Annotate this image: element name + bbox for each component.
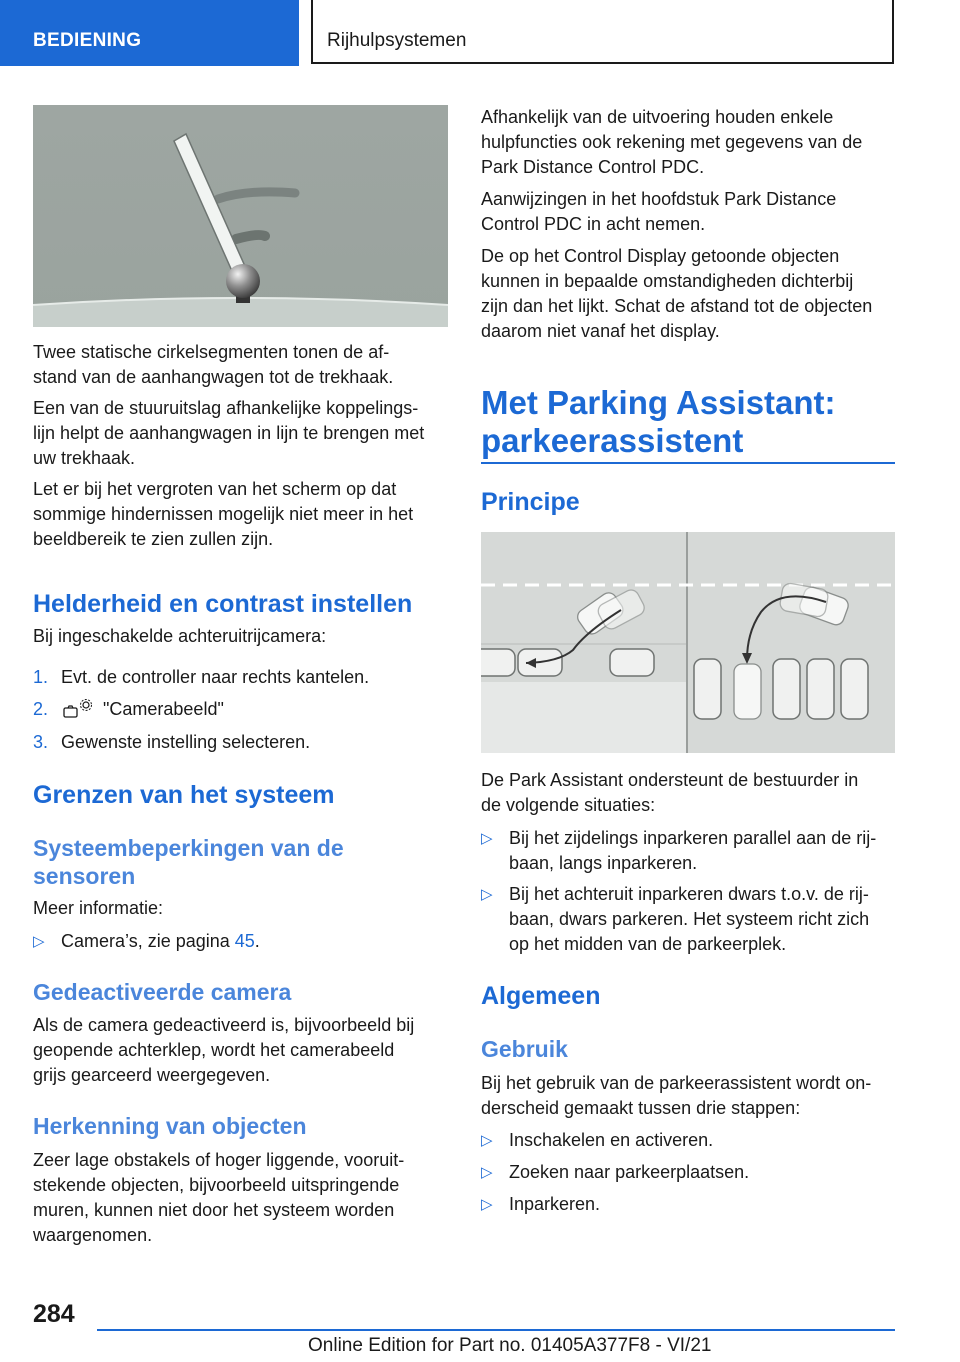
brightness-intro: Bij ingeschakelde achteruitrijcamera: [33, 626, 327, 646]
section-tab [0, 0, 299, 66]
pdc-data-text: Afhankelijk van de uitvoering houden enkele hulpfuncties ook rekening met gegevens van de Park Distance Control PDC. [481, 107, 863, 177]
reference-period: . [254, 931, 260, 951]
bullet-icon: ▷ [481, 1196, 493, 1213]
list-item [33, 929, 448, 954]
trailer-distance-text: Twee statische cirkelsegmenten tonen de af- stand van de aanhangwagen tot de trekhaak. [33, 342, 394, 387]
chapter-tab [311, 0, 894, 64]
list-item [33, 697, 448, 722]
heading-deactivated-camera: Gedeactiveerde camera [33, 979, 292, 1005]
use-intro: Bij het gebruik van de parkeerassistent wordt on- derscheid gemaakt tussen drie stappen: [481, 1073, 872, 1118]
bullet-icon: ▷ [481, 1164, 493, 1181]
object-detection-text: Zeer lage obstakels of hoger liggende, vooruit- stekende objecten, bijvoorbeeld uitspringende muren, kunnen niet door het systeem worden waargenomen. [33, 1150, 405, 1245]
footer-rule [97, 1329, 895, 1331]
heading-object-detection: Herkenning van objecten [33, 1113, 307, 1139]
edition-text: Online Edition for Part no. 01405A377F8 - VI/21 [308, 1335, 712, 1356]
list-item-text: Bij het achteruit inparkeren dwars t.o.v. de rij- baan, dwars parkeren. Het systeem richt zich op het midden van de parkeerplek. [509, 884, 870, 954]
list-item [481, 882, 895, 957]
list-item-text: Bij het zijdelings inparkeren parallel aan de rij- baan, langs inparkeren. [509, 828, 877, 873]
list-item [481, 1160, 895, 1185]
camera-reference [61, 929, 260, 954]
principle-intro: De Park Assistant ondersteunt de bestuurder in de volgende situaties: [481, 770, 859, 815]
list-item [481, 826, 895, 876]
list-item-text: Inschakelen en activeren. [509, 1130, 714, 1150]
heading-general: Algemeen [481, 982, 601, 1010]
heading-sensor-limits: Systeembeperkingen van de sensoren [33, 835, 344, 889]
bullet-icon: ▷ [481, 886, 493, 903]
trailer-coupling-illustration [33, 105, 448, 327]
page-number: 284 [33, 1300, 75, 1328]
list-item [481, 1192, 895, 1217]
step-number: 2. [33, 699, 49, 719]
step-number: 1. [33, 667, 49, 687]
step-text: Evt. de controller naar rechts kantelen. [61, 667, 370, 687]
heading-brightness: Helderheid en contrast instellen [33, 590, 413, 618]
zoom-note-text: Let er bij het vergroten van het scherm op dat sommige hindernissen mogelijk niet meer in het beeldbereik te zien zullen zijn. [33, 479, 414, 549]
heading-rule [481, 462, 895, 464]
step-number: 3. [33, 732, 49, 752]
chapter-title: Rijhulpsystemen [327, 30, 467, 51]
list-item [33, 730, 448, 755]
step-text: Gewenste instelling selecteren. [61, 732, 311, 752]
display-distance-note: De op het Control Display getoonde objecten kunnen in bepaalde omstandigheden dichterbij zijn dan het lijkt. Schat de afstand tot de objecten daarom niet vanaf het display. [481, 246, 873, 341]
bullet-icon: ▷ [481, 830, 493, 847]
step-text: "Camerabeeld" [103, 699, 224, 719]
section-title: BEDIENING [33, 30, 142, 51]
heading-use: Gebruik [481, 1036, 568, 1062]
heading-parking-assistant: Met Parking Assistant: parkeerassistent [481, 384, 836, 459]
reference-text: Camera’s, zie pagina [61, 931, 235, 951]
list-item-text: Inparkeren. [509, 1194, 601, 1214]
list-item [481, 1128, 895, 1153]
heading-principle: Principe [481, 488, 580, 516]
heading-system-limits: Grenzen van het systeem [33, 781, 335, 809]
list-item [33, 665, 448, 690]
list-item-text: Zoeken naar parkeerplaatsen. [509, 1162, 750, 1182]
bullet-icon: ▷ [33, 933, 45, 950]
more-info-text: Meer informatie: [33, 898, 164, 918]
deactivated-text: Als de camera gedeactiveerd is, bijvoorbeeld bij geopende achterklep, wordt het camerabeeld grijs gearceerd weergegeven. [33, 1015, 415, 1085]
coupling-line-text: Een van de stuuruitslag afhankelijke koppelings- lijn helpt de aanhangwagen in lijn te brengen met uw trekhaak. [33, 398, 425, 468]
pdc-chapter-note: Aanwijzingen in het hoofdstuk Park Distance Control PDC in acht nemen. [481, 189, 837, 234]
bullet-icon: ▷ [481, 1132, 493, 1149]
page-link[interactable]: 45 [234, 931, 255, 951]
parking-principle-illustration [481, 532, 895, 753]
camera-settings-icon [61, 698, 95, 720]
